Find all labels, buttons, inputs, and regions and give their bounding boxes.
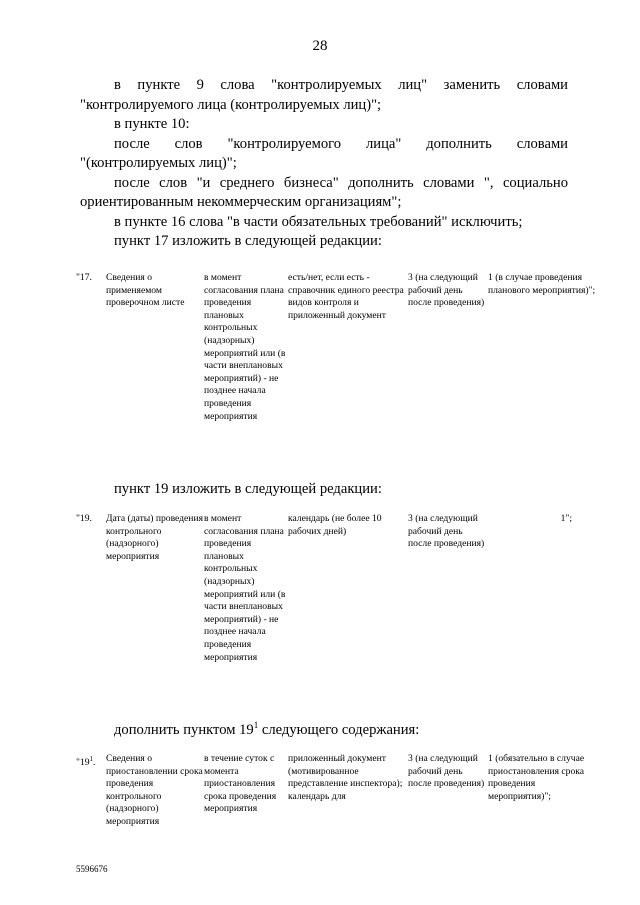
paragraph-4-line-2: ориентированным некоммерческим организациям"; [80,194,402,210]
item-update: 3 (на следующий рабочий день после проведения) [408,513,485,550]
item-term: в момент согласования плана проведения плановых контрольных (надзорных) мероприятий или (в части внеплановых мероприятий) - не позднее начала проведения мероприятия [204,272,286,422]
item-format: календарь (не более 10 рабочих дней) [288,513,382,537]
paragraph-3-line-1: после слов "контролируемого лица" дополнить словами [114,135,568,152]
item-name: Сведения о применяемом проверочном листе [106,272,185,309]
heading-text-before: дополнить пунктом 19 [114,721,254,738]
amendment-paragraphs [80,76,568,252]
item-update: 3 (на следующий рабочий день после проведения) [408,753,485,790]
row-number-superscript: 1 [89,755,94,763]
item-value: 1 (обязательно в случае приостановления срока проведения мероприятия)"; [488,753,585,802]
item-name: Сведения о приостановлении срока проведения контрольного (надзорного) мероприятия [106,753,203,827]
heading-superscript: 1 [253,720,259,730]
row-number: "17. [76,272,92,283]
document-code: 5596676 [76,864,108,874]
paragraph-4-line-1: после слов "и среднего бизнеса" дополнить словами ", социально [114,174,568,191]
paragraph-1-line-2: "контролируемого лица (контролируемых лиц)"; [80,96,382,113]
item-format: приложенный документ (мотивированное представление инспектора); календарь для [288,753,403,802]
paragraph-6: пункт 17 изложить в следующей редакции: [114,233,382,249]
item-value: 1"; [560,513,572,524]
paragraph-2: в пункте 10: [114,116,190,132]
item-update: 3 (на следующий рабочий день после проведения) [408,272,485,309]
item-term: в момент согласования плана проведения плановых контрольных (надзорных) мероприятий или (в части внеплановых мероприятий) - не позднее начала проведения мероприятия [204,513,286,663]
heading-point-19-1 [114,720,419,739]
item-name: Дата (даты) проведения контрольного (надзорного) мероприятия [106,513,203,562]
row-number-prefix: "19 [76,757,90,769]
paragraph-3-line-2: "(контролируемых лиц)"; [80,155,237,171]
page-number: 28 [312,38,328,54]
row-number: "19. [76,513,92,524]
item-term: в течение суток с момента приостановления срока проведения мероприятия [204,753,277,815]
heading-text-after: следующего содержания: [258,721,420,738]
row-number-suffix: . [93,757,96,769]
item-format: есть/нет, если есть - справочник единого реестра видов контроля и приложенный документ [288,272,404,321]
paragraph-5: в пункте 16 слова "в части обязательных требований" исключить; [114,213,523,230]
row-number [76,753,106,770]
heading-point-19: пункт 19 изложить в следующей редакции: [114,481,382,497]
item-value: 1 (в случае проведения планового мероприятия)"; [488,272,596,296]
paragraph-1-line-1: в пункте 9 слова "контролируемых лиц" заменить словами [114,77,568,93]
